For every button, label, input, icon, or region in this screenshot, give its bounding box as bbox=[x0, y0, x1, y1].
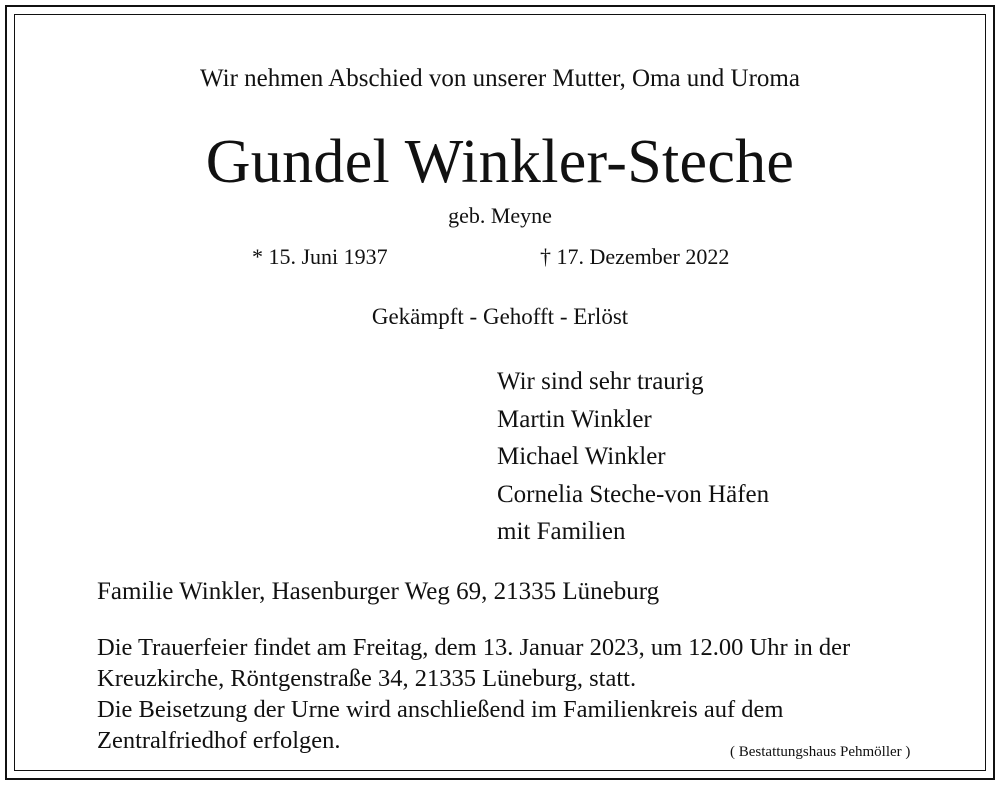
intro-line: Wir nehmen Abschied von unserer Mutter, Oma und Uroma bbox=[200, 65, 800, 92]
mourners-list bbox=[497, 367, 769, 555]
ceremony-info bbox=[97, 634, 850, 758]
ceremony-line: Zentralfriedhof erfolgen. bbox=[97, 727, 341, 754]
deceased-name: Gundel Winkler-Steche bbox=[205, 128, 795, 196]
maiden-name: geb. Meyne bbox=[448, 203, 552, 228]
mourner-line: Cornelia Steche-von Häfen bbox=[497, 480, 770, 508]
motto: Gekämpft - Gehofft - Erlöst bbox=[371, 304, 629, 329]
family-address: Familie Winkler, Hasenburger Weg 69, 21335 Lüneburg bbox=[97, 578, 660, 605]
undertaker-credit: ( Bestattungshaus Pehmöller ) bbox=[730, 744, 911, 760]
birth-date: * 15. Juni 1937 bbox=[252, 244, 388, 269]
ceremony-line: Kreuzkirche, Röntgenstraße 34, 21335 Lüneburg, statt. bbox=[97, 665, 637, 692]
ceremony-line: Die Trauerfeier findet am Freitag, dem 13. Januar 2023, um 12.00 Uhr in der bbox=[97, 634, 851, 661]
mourner-line: Wir sind sehr traurig bbox=[497, 368, 704, 395]
ceremony-line: Die Beisetzung der Urne wird anschließend im Familienkreis auf dem bbox=[97, 696, 784, 723]
mourner-line: Martin Winkler bbox=[497, 405, 652, 433]
mourner-line: Michael Winkler bbox=[497, 443, 666, 470]
mourner-line: mit Familien bbox=[497, 518, 626, 545]
death-date: † 17. Dezember 2022 bbox=[540, 244, 730, 269]
